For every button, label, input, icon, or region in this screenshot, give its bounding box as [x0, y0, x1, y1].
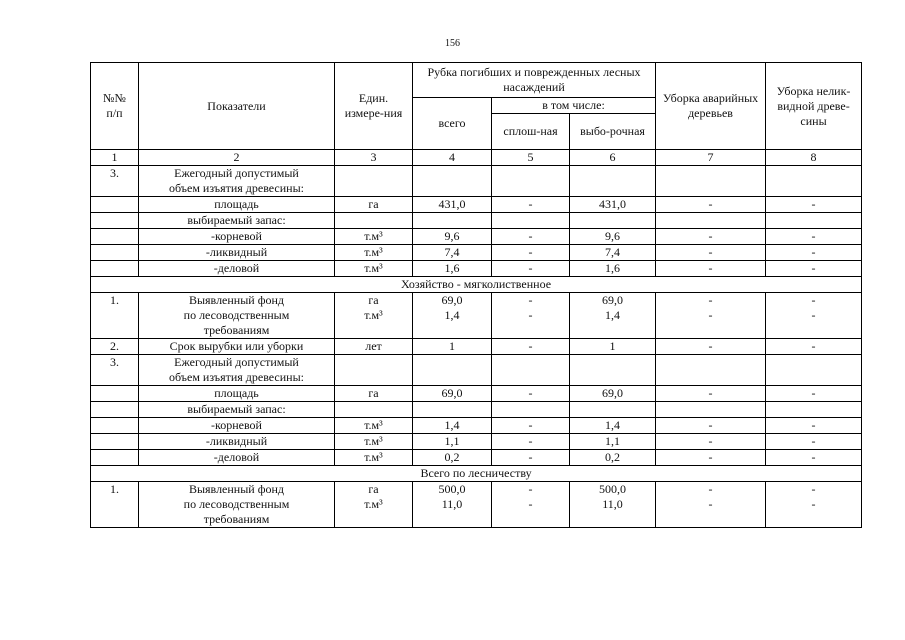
page-number: 156: [445, 38, 460, 49]
cell-ind: Ежегодный допустимый объем изъятия древесины:: [139, 355, 335, 386]
cell-ind: -корневой: [139, 229, 335, 245]
cell-c1: [91, 229, 139, 245]
cell-v5: -: [492, 229, 570, 245]
cell-v6: 0,2: [570, 450, 656, 466]
cell-v6: 7,4: [570, 245, 656, 261]
cell-v7: -: [656, 245, 766, 261]
cell-unit: га: [335, 386, 413, 402]
cell-v5: [492, 402, 570, 418]
cell-unit: га т.м³: [335, 482, 413, 528]
cell-v6: 69,0: [570, 386, 656, 402]
table-row: [91, 197, 862, 213]
table-row: [91, 293, 862, 339]
cell-v8: -: [766, 229, 862, 245]
header-incl: в том числе:: [492, 98, 656, 114]
table-row: [91, 418, 862, 434]
cell-unit: т.м³: [335, 229, 413, 245]
cell-v6: [570, 166, 656, 197]
cell-ind: -деловой: [139, 450, 335, 466]
cell-v4: 0,2: [413, 450, 492, 466]
column-number-5: 5: [492, 150, 570, 166]
cell-unit: т.м³: [335, 434, 413, 450]
cell-c1: [91, 418, 139, 434]
cell-v7: - -: [656, 293, 766, 339]
cell-c1: [91, 261, 139, 277]
cell-v4: 69,0 1,4: [413, 293, 492, 339]
cell-c1: [91, 450, 139, 466]
cell-ind: -ликвидный: [139, 245, 335, 261]
cell-c1: 1.: [91, 293, 139, 339]
cell-v7: -: [656, 418, 766, 434]
cell-v4: 1,1: [413, 434, 492, 450]
cell-v8: [766, 166, 862, 197]
header-group: Рубка погибших и поврежденных лесных насаждений: [413, 63, 656, 98]
cell-v8: -: [766, 197, 862, 213]
cell-v8: [766, 402, 862, 418]
cell-ind: выбираемый запас:: [139, 402, 335, 418]
cell-c1: [91, 245, 139, 261]
cell-c1: 2.: [91, 339, 139, 355]
cell-ind: -деловой: [139, 261, 335, 277]
cell-ind: Выявленный фонд по лесоводственным требованиям: [139, 482, 335, 528]
cell-v4: [413, 402, 492, 418]
column-number-6: 6: [570, 150, 656, 166]
cell-v5: -: [492, 261, 570, 277]
cell-ind: -ликвидный: [139, 434, 335, 450]
cell-ind: площадь: [139, 386, 335, 402]
cell-ind: Выявленный фонд по лесоводственным требованиям: [139, 293, 335, 339]
cell-ind: Срок вырубки или уборки: [139, 339, 335, 355]
cell-v4: 69,0: [413, 386, 492, 402]
cell-v4: 1: [413, 339, 492, 355]
cell-v6: 69,0 1,4: [570, 293, 656, 339]
cell-c1: [91, 213, 139, 229]
cell-v5: -: [492, 418, 570, 434]
column-number-3: 3: [335, 150, 413, 166]
cell-v4: 431,0: [413, 197, 492, 213]
cell-c1: 3.: [91, 355, 139, 386]
cell-v5: -: [492, 450, 570, 466]
cell-v5: -: [492, 339, 570, 355]
section-row: [91, 277, 862, 293]
cell-v8: -: [766, 339, 862, 355]
cell-unit: т.м³: [335, 418, 413, 434]
cell-v7: -: [656, 339, 766, 355]
cell-v8: -: [766, 386, 862, 402]
cell-ind: площадь: [139, 197, 335, 213]
cell-v8: -: [766, 434, 862, 450]
cell-v5: -: [492, 386, 570, 402]
cell-c1: [91, 386, 139, 402]
cell-v7: -: [656, 450, 766, 466]
column-number-1: 1: [91, 150, 139, 166]
cell-v6: 500,0 11,0: [570, 482, 656, 528]
table-row: [91, 402, 862, 418]
cell-v5: [492, 213, 570, 229]
cell-v7: [656, 166, 766, 197]
cell-ind: выбираемый запас:: [139, 213, 335, 229]
cell-v8: - -: [766, 293, 862, 339]
header-illiquid: Уборка нелик-видной древе-сины: [766, 63, 862, 150]
table-row: [91, 261, 862, 277]
cell-v8: -: [766, 450, 862, 466]
column-number-4: 4: [413, 150, 492, 166]
cell-v7: -: [656, 229, 766, 245]
cell-c1: [91, 197, 139, 213]
cell-v5: -: [492, 197, 570, 213]
table-row: [91, 213, 862, 229]
cell-v5: -: [492, 245, 570, 261]
cell-v4: [413, 213, 492, 229]
cell-c1: [91, 402, 139, 418]
cell-unit: га т.м³: [335, 293, 413, 339]
cell-v8: -: [766, 261, 862, 277]
cell-v8: [766, 213, 862, 229]
table-row: [91, 386, 862, 402]
cell-v4: 9,6: [413, 229, 492, 245]
header-indicators: Показатели: [139, 63, 335, 150]
header-num: №№ п/п: [91, 63, 139, 150]
cell-v4: [413, 166, 492, 197]
table-row: [91, 482, 862, 528]
cell-v5: [492, 166, 570, 197]
cell-v7: [656, 355, 766, 386]
column-number-8: 8: [766, 150, 862, 166]
table-row: [91, 166, 862, 197]
cell-v4: 1,6: [413, 261, 492, 277]
column-number-row: [91, 150, 862, 166]
cell-v6: [570, 213, 656, 229]
cell-v7: [656, 402, 766, 418]
cell-unit: т.м³: [335, 245, 413, 261]
table-row: [91, 450, 862, 466]
cell-v8: -: [766, 418, 862, 434]
cell-v4: 500,0 11,0: [413, 482, 492, 528]
cell-v6: 9,6: [570, 229, 656, 245]
section-row: [91, 466, 862, 482]
cell-v6: 1: [570, 339, 656, 355]
cell-v8: -: [766, 245, 862, 261]
column-number-7: 7: [656, 150, 766, 166]
cell-unit: т.м³: [335, 450, 413, 466]
section-title: Хозяйство - мягколиственное: [91, 277, 862, 293]
cell-unit: [335, 213, 413, 229]
header-clear: сплош-ная: [492, 114, 570, 150]
cell-v7: -: [656, 434, 766, 450]
cell-unit: [335, 402, 413, 418]
cell-v7: - -: [656, 482, 766, 528]
cell-unit: лет: [335, 339, 413, 355]
cell-v4: 1,4: [413, 418, 492, 434]
cell-ind: Ежегодный допустимый объем изъятия древесины:: [139, 166, 335, 197]
cell-unit: [335, 355, 413, 386]
header-selective: выбо-рочная: [570, 114, 656, 150]
cell-c1: 3.: [91, 166, 139, 197]
cell-v5: - -: [492, 293, 570, 339]
cell-v6: 1,1: [570, 434, 656, 450]
cell-v4: [413, 355, 492, 386]
table-body: [91, 166, 862, 528]
column-number-2: 2: [139, 150, 335, 166]
cell-v6: [570, 402, 656, 418]
cell-unit: т.м³: [335, 261, 413, 277]
cell-v6: 1,4: [570, 418, 656, 434]
cell-v7: -: [656, 197, 766, 213]
cell-v6: [570, 355, 656, 386]
forest-table: [90, 62, 862, 528]
cell-c1: 1.: [91, 482, 139, 528]
table-row: [91, 229, 862, 245]
cell-v6: 1,6: [570, 261, 656, 277]
cell-c1: [91, 434, 139, 450]
header-unit: Един. измере-ния: [335, 63, 413, 150]
cell-v6: 431,0: [570, 197, 656, 213]
cell-v7: -: [656, 261, 766, 277]
cell-unit: [335, 166, 413, 197]
header-emergency: Уборка аварийных деревьев: [656, 63, 766, 150]
table-row: [91, 245, 862, 261]
section-title: Всего по лесничеству: [91, 466, 862, 482]
cell-ind: -корневой: [139, 418, 335, 434]
cell-v7: [656, 213, 766, 229]
cell-v5: - -: [492, 482, 570, 528]
header-total: всего: [413, 98, 492, 150]
table-row: [91, 434, 862, 450]
cell-unit: га: [335, 197, 413, 213]
cell-v7: -: [656, 386, 766, 402]
table-row: [91, 339, 862, 355]
table-row: [91, 355, 862, 386]
cell-v4: 7,4: [413, 245, 492, 261]
cell-v5: [492, 355, 570, 386]
cell-v8: - -: [766, 482, 862, 528]
cell-v5: -: [492, 434, 570, 450]
cell-v8: [766, 355, 862, 386]
